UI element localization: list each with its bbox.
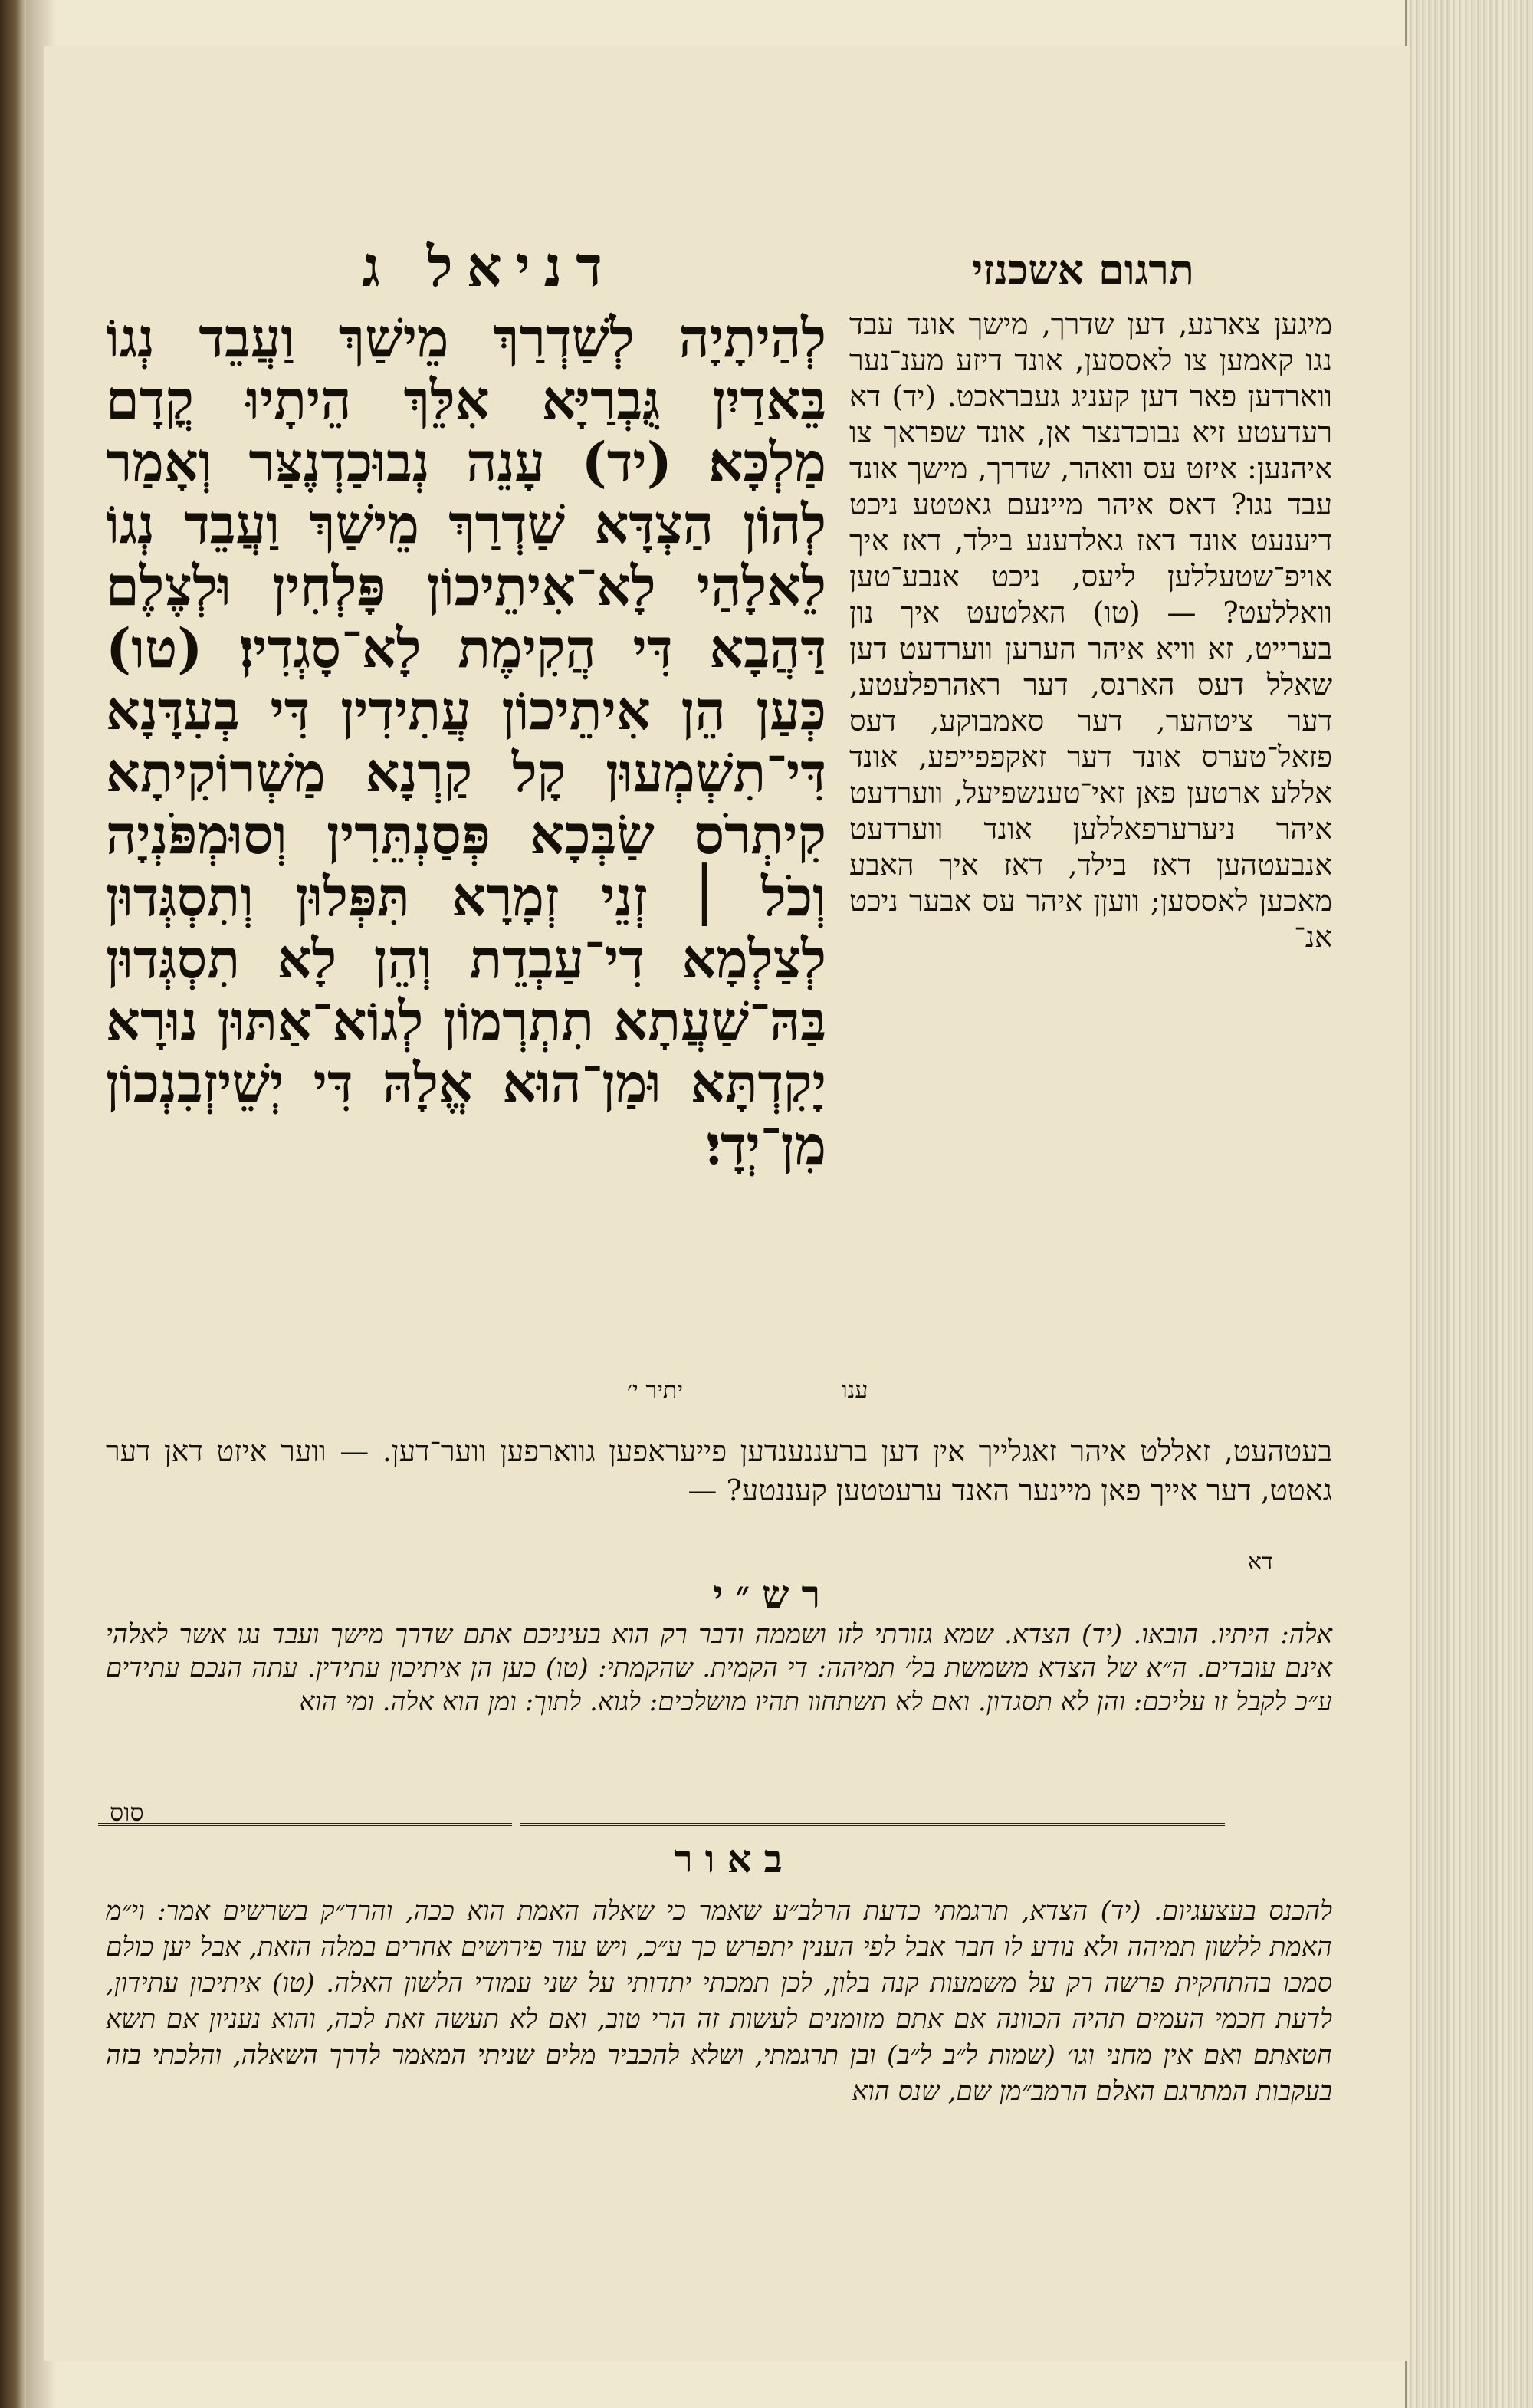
running-head-book-chapter: דניאל ג xyxy=(362,234,616,299)
catchword-main: יתיר י׳ xyxy=(627,1377,684,1404)
targum-translation-column: מיגען צארנע, דען שדרך, מישך אונד עבד נגו קאמען צו לאססען, אונד דיזע מענ־נער ווארדען פאר דען קעניג געבראכט. (יד) דא רעדעטע זיא נבוכדנצר אן, אונד שפראך צו איהנען: איזט עס וואהר, שדרך, מישך אונד עבד נגו? דאס איהר מיינעם גאטטע ניכט דיענעט אונד דאז גאלדענע בילד, דאז איך אויפ־שטעללען ליעס, ניכט אנבע־טען וואללעט? — (טו) האלטעט איך נון בערייט, זא וויא איהר הערען ווערדעט דען שאלל דעס הארנס, דער ראהרפלעטע, דער ציטהער, דער סאמבוקע, דעס פזאל־טערס אונד דער זאקפפייפע, אונד אללע ארטען פאן זאי־טענשפיעל, ווערדעט איהר ניערערפאללען אונד ווערדעט אנבעטהען דאז בילד, דאז איך האבע מאכען לאססען; וועןן איהר עס אבער ניכט אנ־ xyxy=(849,307,1332,954)
page-edges xyxy=(1405,0,1533,2408)
catchword-rashi: סוס xyxy=(110,1798,144,1827)
biur-commentary: להכנס בעצעגיום. (יד) הצדא, תרגמתי כדעת הרלב״ע שאמר כי שאלה האמת הוא ככה, והרד״ק בשרשים אמר: וי״מ האמת ללשון תמיהה ולא נודע לו חבר אבל לפי הענין יתפרש כך ע״כ, ויש עוד פירושים אחרים במלה הזאת, אבל יען כולם סמכו בהתחקית פרשה רק על משמעות קנה בלון, לכן תמכתי יתדותי על שני עמודי הלשון האלה. (טו) איתיכון עתידון, לדעת חכמי העמים תהיה הכוונה אם אתם מזומנים לעשות זה הרי טוב, ואם לא תעשה זאת לכה, והוא נעניון אם תשא חטאתם ואם אין מחני וגו׳ (שמות ל״ב ל״ב) ובן תרגמתי, ושלא להכביר מלים שניתי המאמר לדרך השאלה, והלכתי בזה בעקבות המתרגם האלם הרמב״מן שם, שנס הוא xyxy=(106,1896,1332,2107)
biur-heading: באור xyxy=(674,1836,795,1881)
rashi-commentary: אלה: היתיו. הובאו. (יד) הצדא. שמא גזורתי לזו ושממה ודבר רק הוא בעיניכם אתם שדרך מישך ועבד נגו אשר לאלהי אינם עובדים. ה״א של הצדא משמשת בל׳ תמיהה: די הקמית. שהקמתי: (טו) כען הן איתיכון עתידין. עתה הנכם עתידים ע״כ לקבל זו עליכם: והן לא תסגדון. ואם לא תשתחוו תהיו מושלכים: לגוא. לתוך: ומן הוא אלה. ומי הוא xyxy=(106,1619,1332,1717)
targum-continuation: בעטהעט, זאללט איהר זאגלייך אין דען ברעננענדען פייעראפען גווארפען ווער־דען. — ווער איזט דאן דער גאטט, דער אייך פאן מיינער האנד ערעטטען קעננטע? — xyxy=(106,1434,1332,1507)
section-divider-right xyxy=(520,1823,1225,1826)
section-divider-left xyxy=(98,1823,512,1826)
catchword-continuation: דא xyxy=(1248,1549,1273,1575)
catchword-targum: ענו xyxy=(842,1377,868,1404)
rashi-heading: רש״י xyxy=(712,1572,833,1617)
book-binding xyxy=(0,0,26,2408)
running-head-targum: תרגום אשכנזי xyxy=(972,245,1194,294)
aramaic-main-text: לְהַיתָיָה לְשַׁדְרַךְ מֵישַׁךְ וַעֲבֵד נְגוֹ בֵּאדַיִן גֻּבְרַיָּא אִלֵּךְ הֵיתָיוּ קֳדָם מַלְכָּא׃ (יד) עָנֵה נְבוּכַדְנֶצַּר וְאָמַר לְהוֹן הַצְדָּא שַׁדְרַךְ מֵישַׁךְ וַעֲבֵד נְגוֹ לֵאלָהַי לָא־אִיתֵיכוֹן פָּלְחִין וּלְצֶלֶם דַּהֲבָא דִּי הֲקִימֶת לָא־סָגְדִין׃ (טו) כְּעַן הֵן אִיתֵיכוֹן עֲתִידִין דִּי בְעִדָּנָא דִּי־תִשְׁמְעוּן קָל קַרְנָא מַשְׁרוֹקִיתָא קִיתְרֹס שַׂבְּכָא פְּסַנְתֵּרִין וְסוּמְפֹּנְיָה וְכֹל ׀ זְנֵי זְמָרָא תִּפְּלוּן וְתִסְגְּדוּן לְצַלְמָא דִי־עַבְדֵת וְהֵן לָא תִסְגְּדוּן בַּהּ־שַׁעֲתָא תִתְרְמוֹן לְגוֹא־אַתּוּן נוּרָא יָקִדְתָּא וּמַן־הוּא אֱלָהּ דִּי יְשֵׁיזְבִנְכוֹן מִן־יְדָי׃ xyxy=(106,306,826,1177)
book-page xyxy=(44,46,1409,2361)
